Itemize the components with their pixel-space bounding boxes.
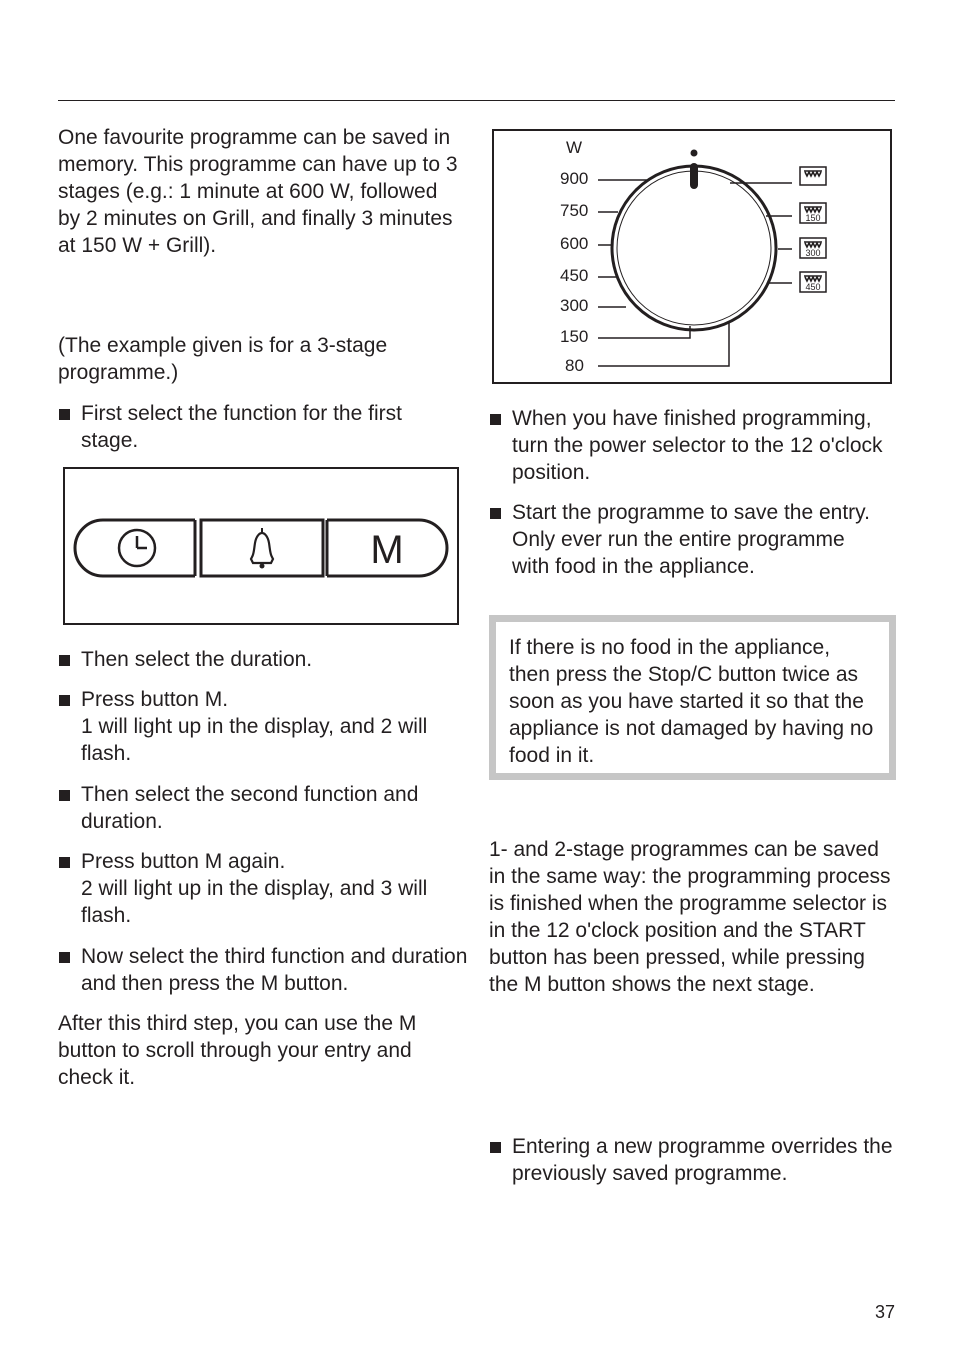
m-button[interactable] xyxy=(327,520,404,576)
grill-symbols xyxy=(800,167,826,292)
bullet-step-4: Then select the second function and duration. xyxy=(58,781,466,835)
step-5-line-1: Press button M again. xyxy=(81,850,286,873)
power-label: 900 xyxy=(560,169,589,188)
power-label: 80 xyxy=(565,356,584,375)
clock-icon xyxy=(119,530,155,566)
power-label: 600 xyxy=(560,234,589,253)
clock-button[interactable] xyxy=(79,520,197,576)
power-labels xyxy=(560,169,588,375)
power-selector-figure xyxy=(492,129,892,384)
svg-text:450: 450 xyxy=(805,282,821,292)
power-selector-dial[interactable] xyxy=(612,150,776,331)
bullet-override: Entering a new programme overrides the previously saved programme. xyxy=(489,1133,902,1187)
grill-450-icon xyxy=(800,272,826,292)
bullet-step-7: When you have finished programming, turn the power selector to the 12 o'clock position. xyxy=(489,405,895,486)
bullet-step-2: Then select the duration. xyxy=(58,646,481,673)
bullet-step-6: Now select the third function and duration and then press the M button. xyxy=(58,943,473,997)
power-label: 150 xyxy=(560,327,589,346)
bullet-step-3 xyxy=(58,686,471,767)
leader-lines xyxy=(598,180,792,366)
page-number: 37 xyxy=(874,1302,895,1322)
m-button-label: M xyxy=(370,528,404,572)
bullet-step-5 xyxy=(58,848,471,929)
power-label: 450 xyxy=(560,266,589,285)
closing-paragraph: After this third step, you can use the M button to scroll through your entry and check it. xyxy=(58,1012,417,1089)
svg-text:150: 150 xyxy=(805,213,821,223)
example-note: (The example given is for a 3-stage programme.) xyxy=(58,334,388,384)
bullet-step-8: Start the programme to save the entry. Only ever run the entire programme with food in the appliance. xyxy=(489,499,887,580)
header-rule xyxy=(58,100,895,101)
watt-unit-label: W xyxy=(566,138,583,157)
bullet-step-1: First select the function for the first stage. xyxy=(58,400,463,454)
warning-text: If there is no food in the appliance, then press the Stop/C button twice as soon as you have started it so that the appliance is not damaged by having no food in it. xyxy=(509,636,874,767)
position-dot xyxy=(691,150,698,157)
warning-box xyxy=(489,615,896,780)
timer-button[interactable] xyxy=(201,520,323,576)
stages-info-paragraph: 1- and 2-stage programmes can be saved in the same way: the programming process is finished when the programme selector is in the 12 o'clock position and the START button has been pressed, while pressing the M button shows the next stage. xyxy=(489,838,891,996)
bell-icon xyxy=(251,528,273,569)
step-3-line-2: 1 will light up in the display, and 2 will flash. xyxy=(81,715,428,765)
button-panel-figure xyxy=(63,467,459,625)
step-3-line-1: Press button M. xyxy=(81,688,229,711)
svg-text:300: 300 xyxy=(805,248,821,258)
power-label: 750 xyxy=(560,201,589,220)
grill-150-icon xyxy=(800,203,826,223)
grill-icon xyxy=(800,167,826,185)
intro-paragraph: One favourite programme can be saved in memory. This programme can have up to 3 stages (e.g.: 1 minute at 600 W, followed by 2 minutes on Grill, and finally 3 minutes at 150 W + Grill). xyxy=(58,126,458,257)
power-label: 300 xyxy=(560,296,589,315)
step-5-line-2: 2 will light up in the display, and 3 will flash. xyxy=(81,877,428,927)
dial-pointer xyxy=(690,163,698,189)
grill-300-icon xyxy=(800,238,826,258)
